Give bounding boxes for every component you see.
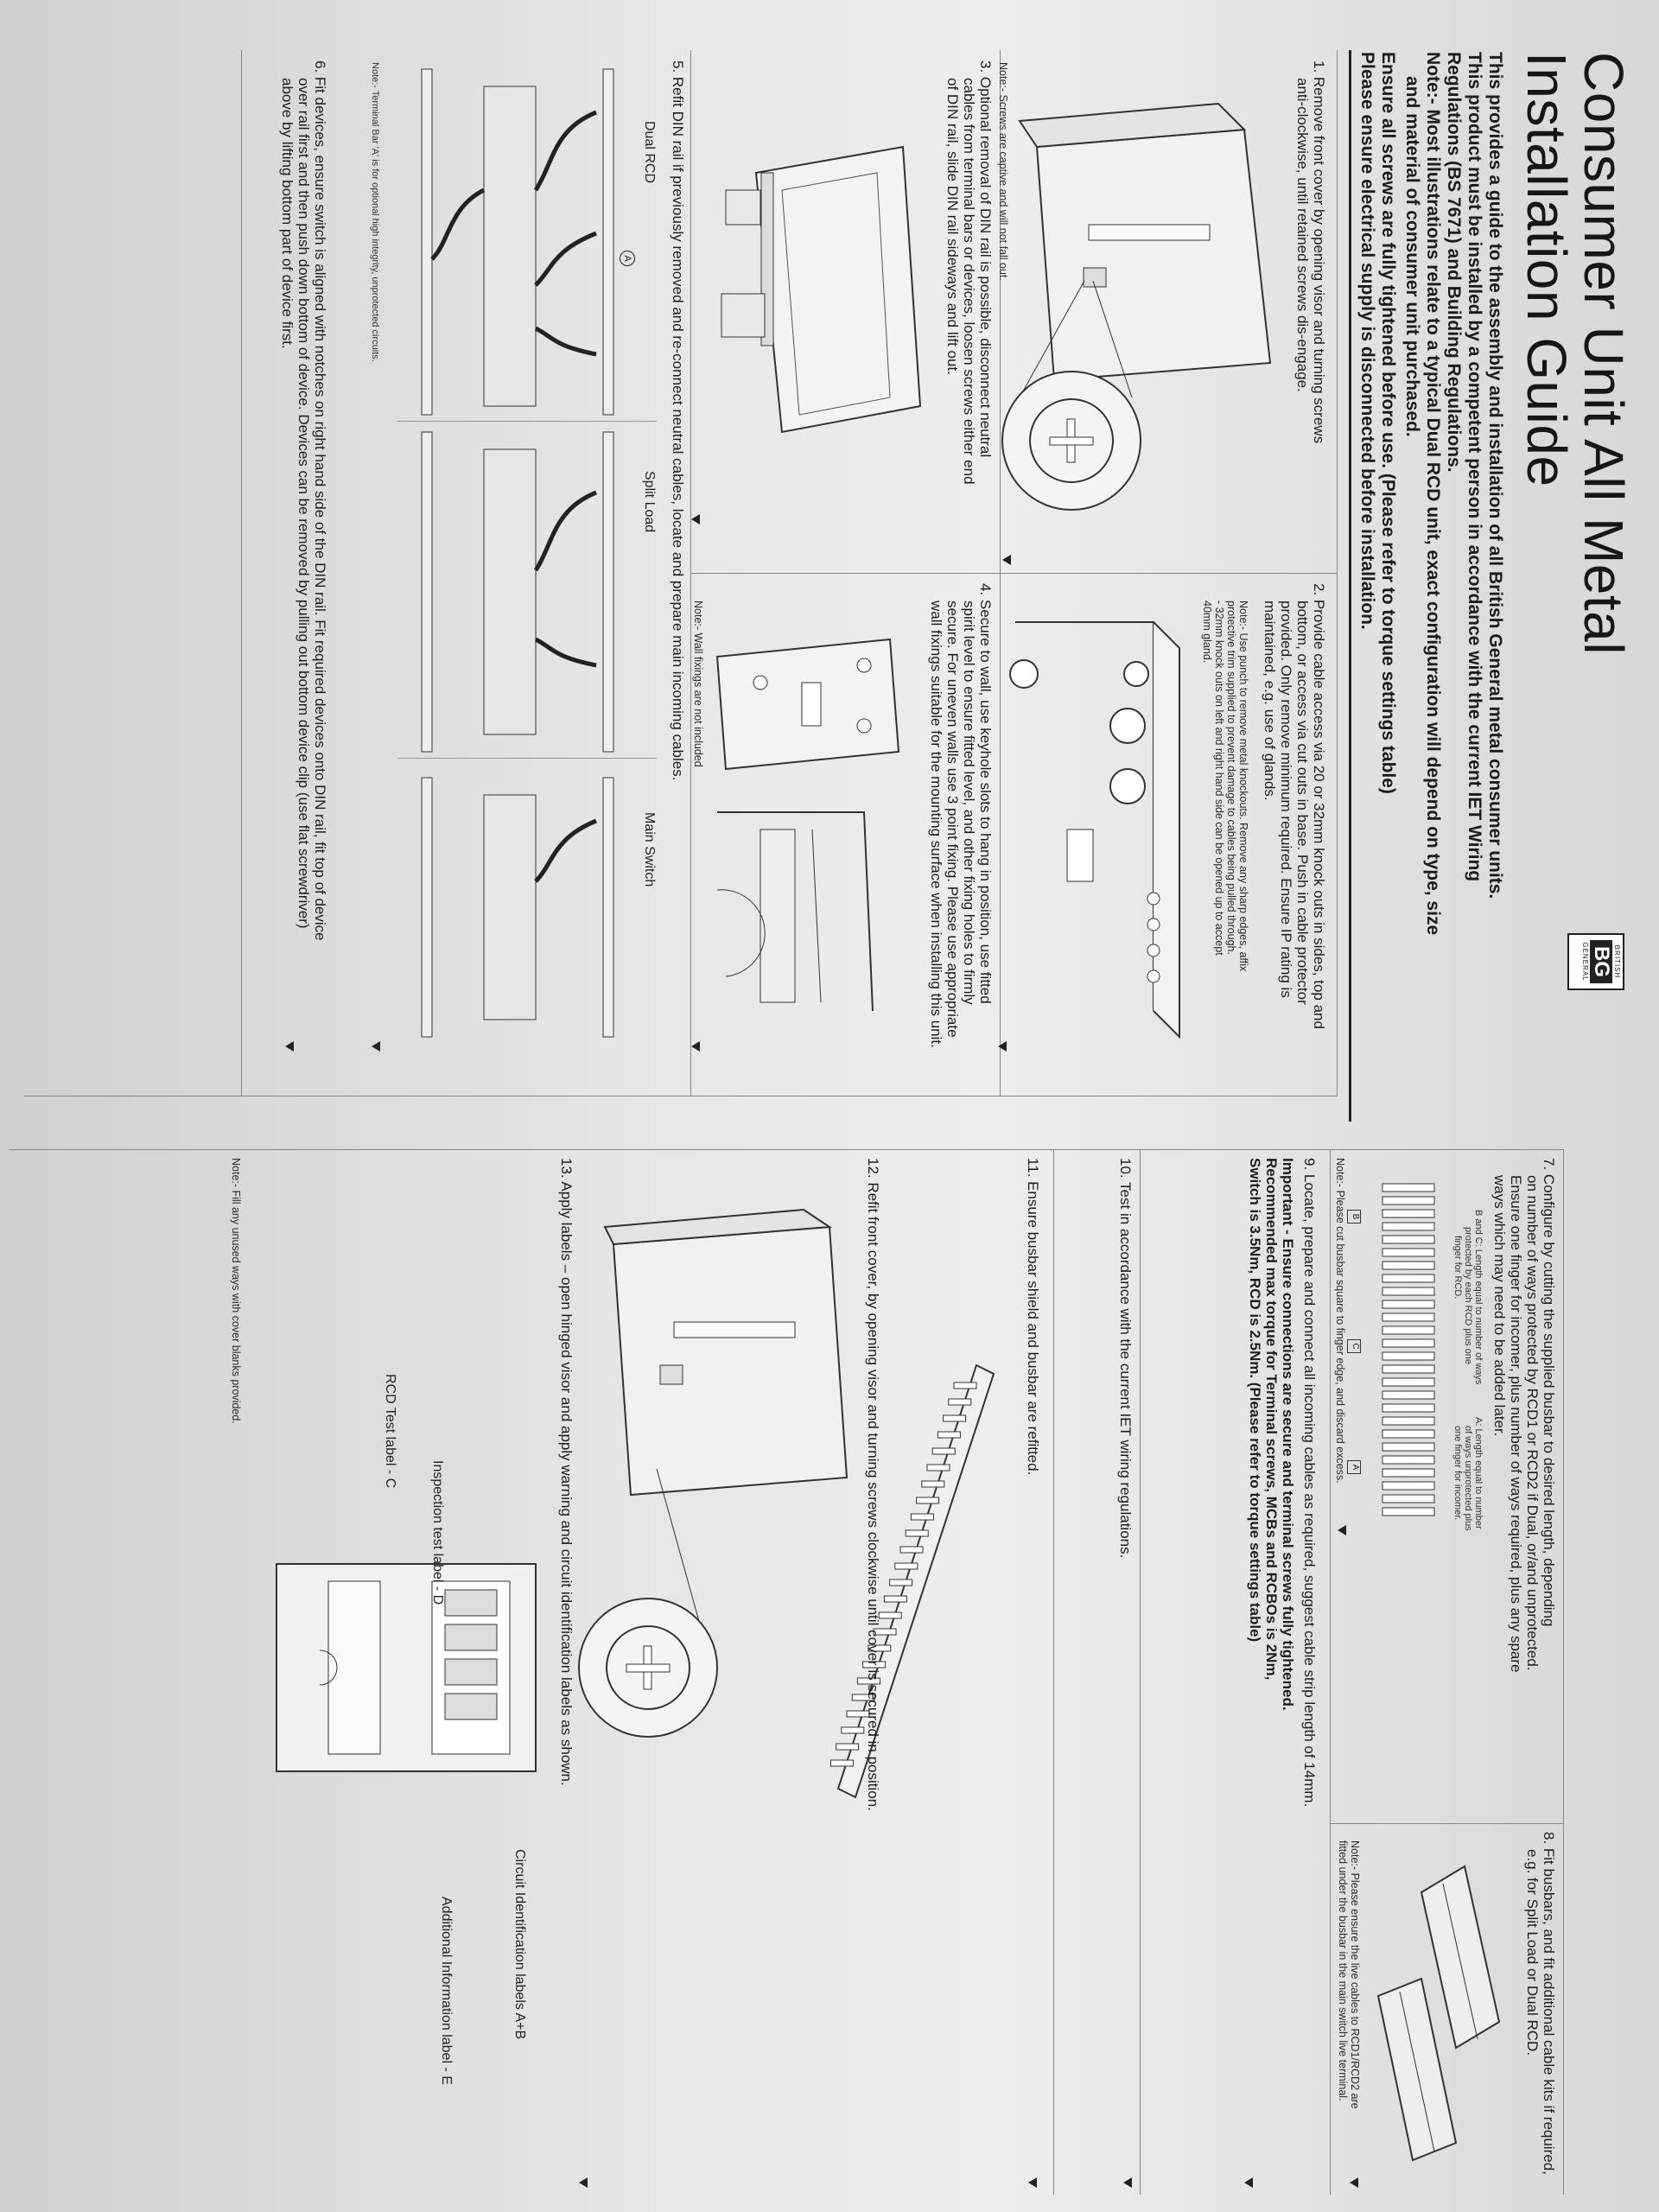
continue-arrow-icon [1244,2177,1253,2188]
busbar-marker-a: A [1347,1460,1361,1474]
continue-arrow-icon [691,514,700,524]
step-1-illustration [1002,95,1279,544]
step-9-text: 9. Locate, prepare and connect all incoming cables as required, suggest cable strip length of 14mm. [1301,1158,1318,1808]
step-2-line: provided. Only remove minimum required. Ensure IP rating is [1278,601,1294,998]
step-7-line: ways which may need to be added later. [1491,1175,1508,1437]
busbar-marker-b: B [1347,1210,1361,1224]
step-7-note: Note:- Please cut busbar square to finger edge, and discard excess. [1334,1158,1346,1484]
intro-line: Regulations (BS 7671) and Building Regulations. [1444,52,1464,473]
step-5-note: Note:- Terminal Bar 'A' is for optional high integrity, unprotected circuits. [370,62,380,362]
step-12-illustration [596,1210,855,1815]
rcd-test-label: RCD Test label - C [383,1374,397,1489]
continue-arrow-icon [1123,2177,1132,2188]
step-5-illustration [389,60,631,1054]
intro-line: and material of consumer unit purchased. [1402,76,1422,437]
circuit-id-label: Circuit Identification labels A+B [512,1849,527,2040]
title-line-2: Installation Guide [1516,52,1578,487]
step-8-illustration [1370,1849,1516,2177]
intro-line: Ensure all screws are fully tightened before use. (Please refer to torque settings table) [1378,52,1398,794]
intro-line: This product must be installed by a competent person in accordance with the current IET Wiring [1465,52,1484,882]
step-4-line: spirit level to ensure fitted level, and other fixing holes to firmly [961,601,977,1005]
step-7-line: Ensure one finger for incomer, plus number of ways required, plus any spare [1508,1175,1524,1673]
step-1-line: anti-clockwise, until retained screws dis-engage. [1294,78,1311,392]
step-2-note: 40mm gland. [1201,601,1213,664]
step-8-note: Note:- Please ensure the live cables to RCD1/RCD2 are [1349,1840,1361,2109]
inspection-test-label: Inspection test label - D [430,1460,445,1605]
step-6-line: 6. Fit devices, ensure switch is aligned with notches on right hand side of the DIN rail. Fit required devices onto DIN rail, fit top of device [312,60,328,941]
step-10-text: 10. Test in accordance with the current IET wiring regulations. [1117,1158,1134,1559]
additional-info-label: Additional Information label - E [439,1897,454,2085]
continue-arrow-icon [579,2177,588,2188]
busbar-bc-note: protected by each RCD plus one [1463,1227,1473,1364]
step-9-important: Important - Ensure connections are secure and terminal screws fully tightened. [1280,1158,1296,1711]
busbar-marker-c: C [1347,1339,1361,1353]
intro-line: Note:- Most illustrations relate to a typical Dual RCD unit, exact configuration will depend on type, size [1423,52,1443,936]
step-3-line: cables from terminal bars or devices, loosen screws either end [961,78,977,485]
step-4-illustration [709,631,916,1037]
busbar-a-note: of ways unprotected plus [1463,1426,1473,1531]
step-1-line: 1. Remove front cover by opening visor and turning screws [1311,60,1327,444]
step-8-line: 8. Fit busbars, and fit additional cable kits if required, [1541,1832,1557,2175]
step-6-line: over rail first and then push down bottom of device. Devices can be removed by pulling out bottom device clip (use flat screwdriver) [296,78,312,929]
step-12-text: 12. Refit front cover, by opening visor and turning screws clockwise until cover is secured in position. [865,1158,881,1811]
intro-line: This provides a guide to the assembly and installation of all British General metal consumer units. [1485,52,1505,899]
step-2-line: maintained, e.g. use of glands. [1262,601,1278,801]
step-13-text: 13. Apply labels – open hinged visor and apply warning and circuit identification labels as shown. [558,1158,575,1786]
intro-line: Please ensure electrical supply is disconnected before installation. [1357,52,1377,630]
step-3-illustration [704,121,929,484]
continue-arrow-icon [1338,1525,1346,1535]
terminal-bar-a-marker: A [620,251,635,266]
step-1-note: Note:- Screws are captive and will not fall out. [997,62,1009,281]
busbar-a-note: A: Length equal to number [1473,1417,1484,1529]
step-2-line: bottom, or access via cut outs in base. Push in cable protector [1294,601,1311,1005]
step-4-line: 4. Secure to wall, use keyhole slots to hang in position, use fitted [977,583,994,1004]
continue-arrow-icon [372,1041,380,1052]
step-7-line: on number of ways protected by RCD1 or RCD2 if Dual, or/and unprotected. [1524,1175,1541,1671]
step-11-text: 11. Ensure busbar shield and busbar are refitted. [1025,1158,1041,1476]
busbar-bc-note: finger for RCD. [1452,1236,1463,1300]
continue-arrow-icon [998,1041,1007,1052]
step-8-line: e.g. for Split Load or Dual RCD. [1524,1849,1541,2056]
continue-arrow-icon [1028,2177,1037,2188]
title-line-1: Consumer Unit All Metal [1573,52,1635,655]
step-7-busbar-illustration [1365,1175,1443,1538]
busbar-bc-note: B and C: Length equal to number of ways [1473,1210,1484,1385]
step-9-important: Recommended max torque for Terminal screws, MCBs and RCBOs is 2Nm, [1263,1158,1280,1681]
continue-arrow-icon [1002,555,1011,565]
step-4-line: secure. For uneven walls use 3 point fixing. Please use appropriate [944,601,961,1038]
step-13-consumer-unit-illustration [259,1555,544,1780]
step-4-line: wall fixings suitable for the mounting surface when installing this unit. [928,601,944,1048]
heading-rule [1349,50,1351,1122]
busbar-a-note: one finger for incomer. [1452,1426,1463,1521]
continue-arrow-icon [285,1041,294,1052]
continue-arrow-icon [691,1041,700,1052]
step-2-note: Note:- Use punch to remove metal knockouts. Remove any sharp edges, affix [1237,601,1249,972]
step-2-note: - 32mm knock outs on left and right hand side can be opened up to accept [1213,601,1225,956]
step-4-note: Note:- Wall fixings are not included [692,601,704,767]
step-8-note: fitted under the busbar in the main switch live terminal. [1337,1840,1349,2101]
bg-logo: BRITISH BG GENERAL [1567,933,1624,990]
dual-rcd-label: Dual RCD [642,121,657,184]
step-13-note: Note:- Fill any unused ways with cover blanks provided. [230,1158,242,1424]
main-switch-label: Main Switch [642,812,657,887]
step-7-line: 7. Configure by cutting the supplied busbar to desired length, depending [1541,1158,1557,1627]
step-3-line: of DIN rail, slide DIN rail sideways and lift out. [944,78,961,375]
step-3-line: 3. Optional removal of DIN rail is possible, disconnect neutral [977,60,994,458]
step-2-line: 2. Provide cable access via 20 or 32mm knock outs in sides, top and [1311,583,1327,1029]
continue-arrow-icon [1350,2177,1358,2188]
step-6-line: above by lifting bottom part of device first. [279,78,296,349]
split-load-label: Split Load [642,471,657,533]
step-5-text: 5. Refit DIN rail if previously removed and re-connect neutral cables, locate and prepare main incoming cables. [670,60,686,781]
step-2-illustration [998,613,1188,1063]
step-2-note: protective trim supplied to prevent damage to cables being pulled through. [1225,601,1237,955]
step-9-important: Switch is 3.5Nm, RCD is 2.5Nm. (Please refer to torque settings table) [1247,1158,1263,1643]
